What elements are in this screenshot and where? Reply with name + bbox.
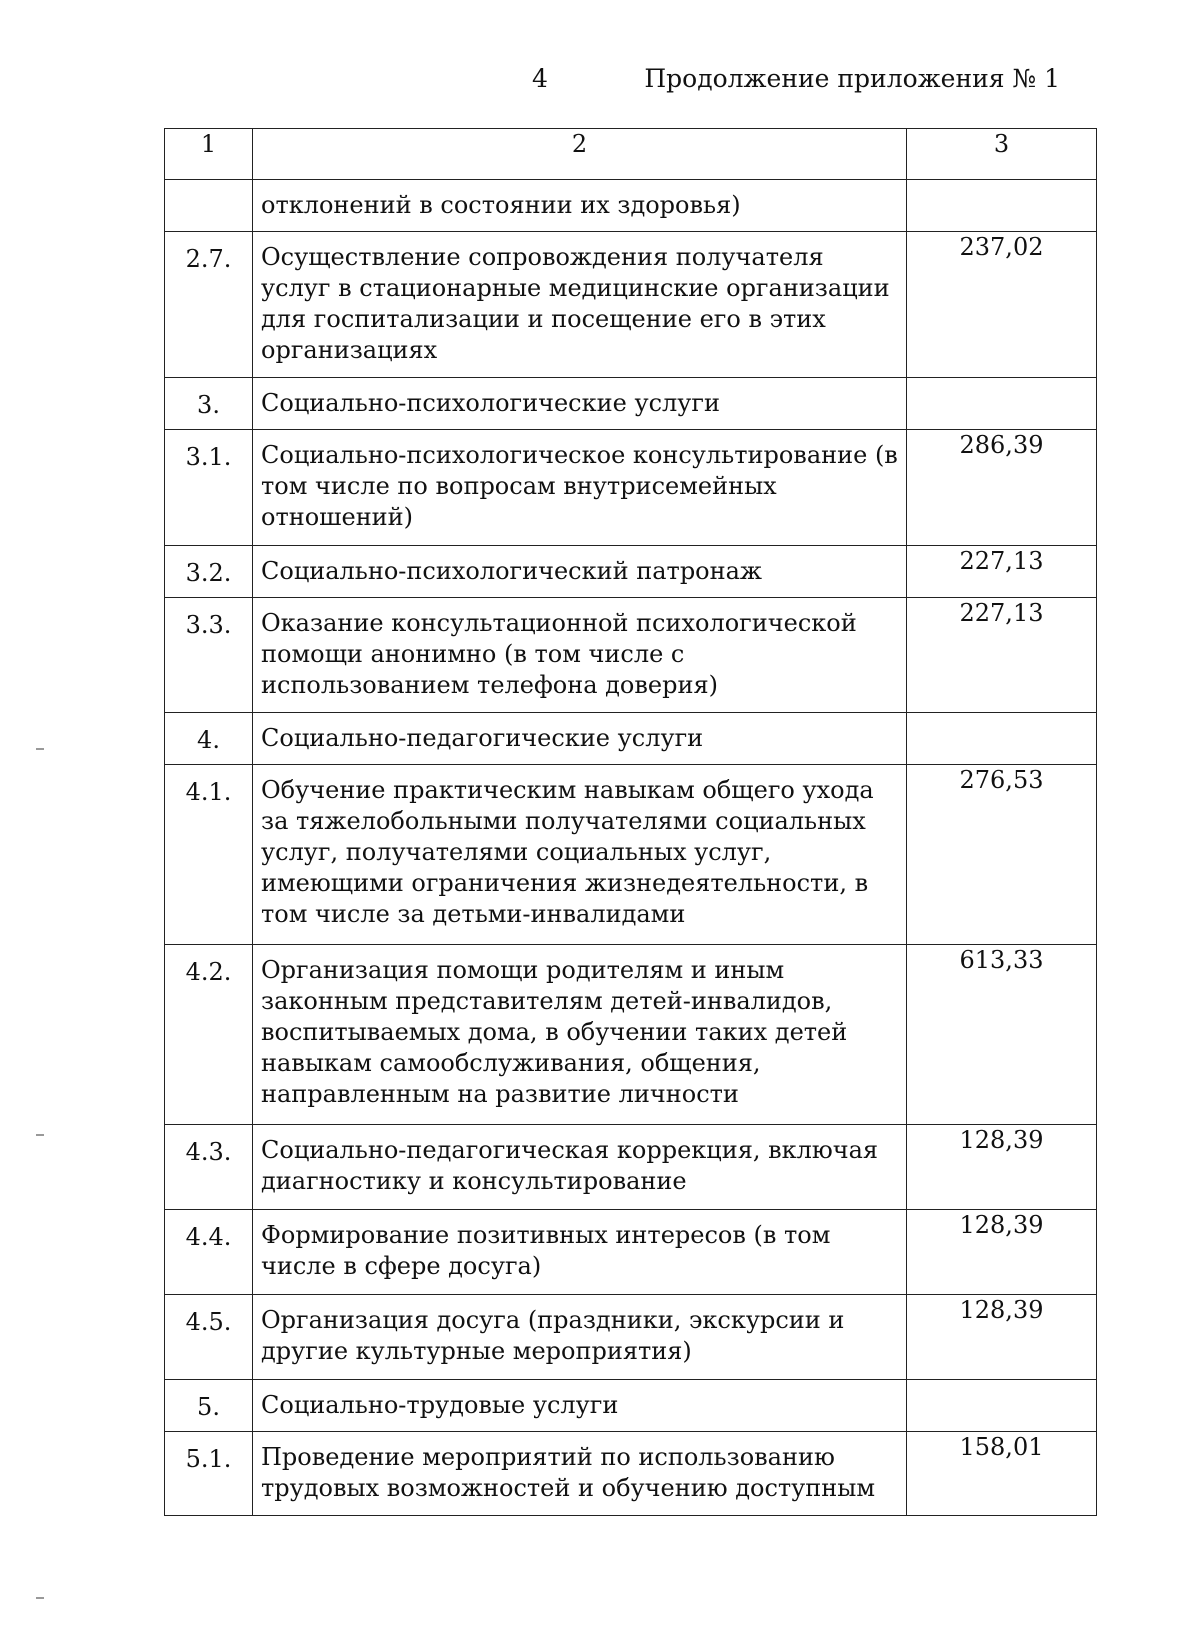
table-row bbox=[165, 598, 1097, 713]
row-number: 3. bbox=[165, 378, 253, 430]
table-row bbox=[165, 430, 1097, 546]
row-service-text: Организация досуга (праздники, экскурсии и другие культурные мероприятия) bbox=[253, 1295, 907, 1380]
row-number: 3.1. bbox=[165, 430, 253, 546]
row-service-text: Осуществление сопровождения получателя услуг в стационарные медицинские организации для госпитализации и посещение его в этих организациях bbox=[253, 232, 907, 378]
table-row bbox=[165, 1432, 1097, 1516]
row-value bbox=[907, 180, 1097, 232]
row-number: 4.5. bbox=[165, 1295, 253, 1380]
table-row bbox=[165, 765, 1097, 945]
row-service-text: Социально-психологическое консультирование (в том числе по вопросам внутрисемейных отношений) bbox=[253, 430, 907, 546]
table-row bbox=[165, 1210, 1097, 1295]
row-number: 4.4. bbox=[165, 1210, 253, 1295]
row-value bbox=[907, 1380, 1097, 1432]
row-service-text: Формирование позитивных интересов (в том числе в сфере досуга) bbox=[253, 1210, 907, 1295]
row-number: 5.1. bbox=[165, 1432, 253, 1516]
services-tariff-table bbox=[164, 128, 1097, 1516]
row-service-text: Проведение мероприятий по использованию трудовых возможностей и обучению доступным bbox=[253, 1432, 907, 1516]
row-number: 3.2. bbox=[165, 546, 253, 598]
section-row bbox=[165, 378, 1097, 430]
row-service-text: Обучение практическим навыкам общего ухода за тяжелобольными получателями социальных услуг, получателями социальных услуг, имеющими ограничения жизнедеятельности, в том числе за детьми-инвалидами bbox=[253, 765, 907, 945]
table-row bbox=[165, 1295, 1097, 1380]
row-value: 286,39 bbox=[907, 430, 1097, 546]
scan-margin-mark bbox=[36, 748, 44, 750]
row-service-text: Организация помощи родителям и иным законным представителям детей-инвалидов, воспитываемых дома, в обучении таких детей навыкам самообслуживания, общения, направленным на развитие личности bbox=[253, 945, 907, 1125]
row-value: 227,13 bbox=[907, 598, 1097, 713]
row-value: 128,39 bbox=[907, 1210, 1097, 1295]
row-service-text: отклонений в состоянии их здоровья) bbox=[253, 180, 907, 232]
column-header-service: 2 bbox=[253, 129, 907, 180]
table-row bbox=[165, 1125, 1097, 1210]
section-title: Социально-трудовые услуги bbox=[253, 1380, 907, 1432]
section-row bbox=[165, 1380, 1097, 1432]
row-value: 227,13 bbox=[907, 546, 1097, 598]
appendix-caption: Продолжение приложения № 1 bbox=[644, 64, 1060, 93]
row-value bbox=[907, 713, 1097, 765]
table-row bbox=[165, 546, 1097, 598]
scan-margin-mark bbox=[36, 1597, 44, 1599]
row-value: 158,01 bbox=[907, 1432, 1097, 1516]
row-value bbox=[907, 378, 1097, 430]
page-number: 4 bbox=[532, 64, 548, 93]
table-row bbox=[165, 945, 1097, 1125]
table-header-row bbox=[165, 129, 1097, 180]
row-value: 237,02 bbox=[907, 232, 1097, 378]
column-header-number: 1 bbox=[165, 129, 253, 180]
section-title: Социально-психологические услуги bbox=[253, 378, 907, 430]
row-value: 276,53 bbox=[907, 765, 1097, 945]
row-service-text: Социально-педагогическая коррекция, включая диагностику и консультирование bbox=[253, 1125, 907, 1210]
row-number: 4.1. bbox=[165, 765, 253, 945]
section-row bbox=[165, 713, 1097, 765]
row-value: 128,39 bbox=[907, 1295, 1097, 1380]
row-number: 5. bbox=[165, 1380, 253, 1432]
column-header-value: 3 bbox=[907, 129, 1097, 180]
row-number: 4.2. bbox=[165, 945, 253, 1125]
row-number bbox=[165, 180, 253, 232]
row-number: 4.3. bbox=[165, 1125, 253, 1210]
section-title: Социально-педагогические услуги bbox=[253, 713, 907, 765]
row-value: 128,39 bbox=[907, 1125, 1097, 1210]
table-row bbox=[165, 180, 1097, 232]
row-service-text: Оказание консультационной психологической помощи анонимно (в том числе с использованием телефона доверия) bbox=[253, 598, 907, 713]
row-number: 3.3. bbox=[165, 598, 253, 713]
row-number: 4. bbox=[165, 713, 253, 765]
row-number: 2.7. bbox=[165, 232, 253, 378]
scan-margin-mark bbox=[36, 1134, 44, 1136]
row-value: 613,33 bbox=[907, 945, 1097, 1125]
table-row bbox=[165, 232, 1097, 378]
row-service-text: Социально-психологический патронаж bbox=[253, 546, 907, 598]
